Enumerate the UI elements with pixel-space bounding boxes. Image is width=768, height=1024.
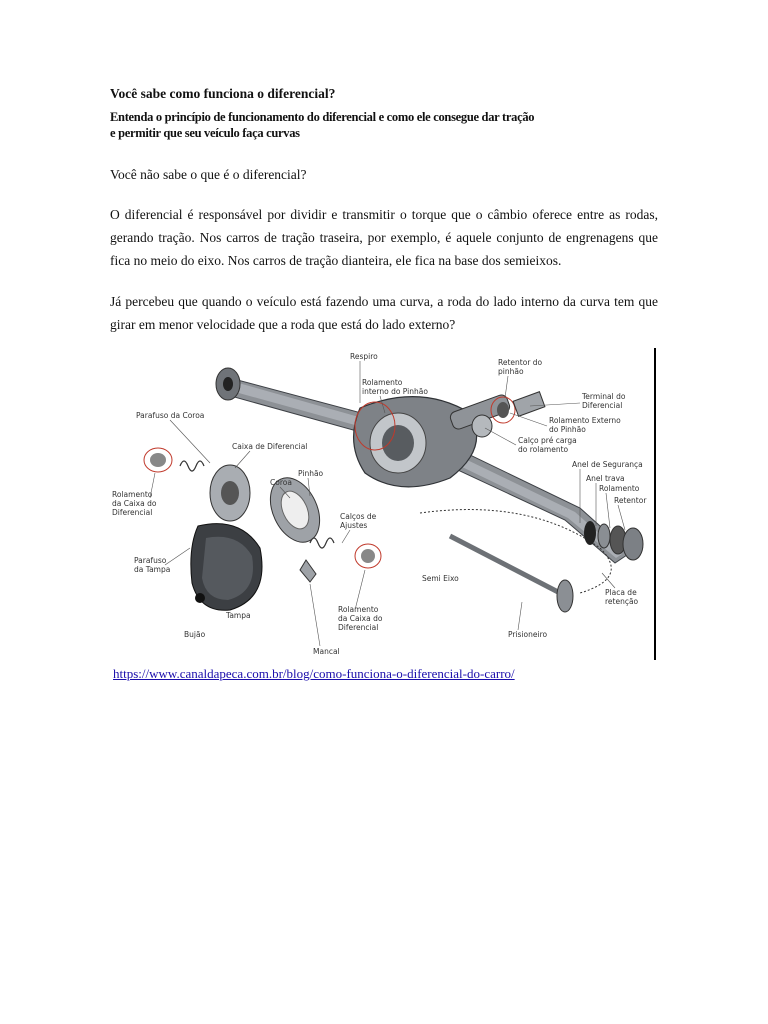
differential-exploded-view — [110, 348, 658, 662]
label-rolamento-pinhao-2: interno do Pinhão — [362, 387, 428, 396]
cover — [191, 524, 262, 611]
label-mancal: Mancal — [313, 647, 340, 656]
label-rol-caixa-b2: da Caixa do — [338, 614, 383, 623]
label-rol-caixa-b1: Rolamento — [338, 605, 379, 614]
drain-plug — [195, 593, 205, 603]
label-terminal-1: Terminal do — [582, 392, 626, 401]
label-calco-1: Calço pré carga — [518, 436, 577, 445]
label-parafuso-tampa-1: Parafuso — [134, 556, 167, 565]
label-calco-2: do rolamento — [518, 445, 569, 454]
label-parafuso-coroa: Parafuso da Coroa — [136, 411, 205, 420]
differential-case — [210, 465, 250, 521]
label-calcos-1: Calços de — [340, 512, 377, 521]
label-rol-externo-2: do Pinhão — [549, 425, 586, 434]
label-bujao: Bujão — [184, 630, 206, 639]
label-placa-2: retenção — [605, 597, 639, 606]
label-caixa-diferencial: Caixa de Diferencial — [232, 442, 308, 451]
paragraph-curve: Já percebeu que quando o veículo está fazendo uma curva, a roda do lado interno da curva tem que girar em menor velocidade que a roda que está do lado externo? — [110, 294, 658, 332]
label-tampa: Tampa — [226, 611, 251, 620]
label-terminal-2: Diferencial — [582, 401, 623, 410]
label-pinhao: Pinhão — [298, 469, 324, 478]
differential-diagram — [110, 348, 658, 662]
label-retentor-pinhao-2: pinhão — [498, 367, 524, 376]
subtitle-line-1: Entenda o princípio de funcionamento do diferencial e como ele consegue dar tração — [110, 110, 535, 124]
label-retentor-pinhao-1: Retentor do — [498, 358, 543, 367]
label-rol-externo-1: Rolamento Externo — [549, 416, 621, 425]
label-parafuso-tampa-2: da Tampa — [134, 565, 171, 574]
label-anel-trava: Anel trava — [586, 474, 625, 483]
label-calcos-2: Ajustes — [340, 521, 368, 530]
label-rolamento: Rolamento — [599, 484, 640, 493]
label-rolamento-pinhao-1: Rolamento — [362, 378, 403, 387]
label-retentor: Retentor — [614, 496, 647, 505]
paragraph-question: Você não sabe o que é o diferencial? — [110, 167, 307, 182]
document-title: Você sabe como funciona o diferencial? — [110, 86, 336, 101]
label-anel-seguranca: Anel de Segurança — [572, 460, 643, 469]
paragraph-definition: O diferencial é responsável por dividir e transmitir o torque que o câmbio oferece entre as rodas, gerando tração. Nos carros de tração traseira, por exemplo, é aquele conjunto de engrenagens que fica no meio do eixo. Nos carros de tração dianteira, ele fica na base dos semieixos. — [110, 207, 658, 268]
label-rol-caixa-b3: Diferencial — [338, 623, 379, 632]
label-coroa: Coroa — [270, 478, 292, 487]
label-rol-caixa-3: Diferencial — [112, 508, 153, 517]
label-respiro: Respiro — [350, 352, 378, 361]
label-rol-caixa-1: Rolamento — [112, 490, 153, 499]
subtitle-line-2: e permitir que seu veículo faça curvas — [110, 126, 300, 140]
label-prisioneiro: Prisioneiro — [508, 630, 548, 639]
label-rol-caixa-2: da Caixa do — [112, 499, 157, 508]
label-semi-eixo: Semi Eixo — [422, 574, 459, 583]
source-link[interactable]: https://www.canaldapeca.com.br/blog/como-funciona-o-diferencial-do-carro/ — [113, 666, 515, 681]
document-subtitle — [110, 109, 590, 141]
label-placa-1: Placa de — [605, 588, 637, 597]
